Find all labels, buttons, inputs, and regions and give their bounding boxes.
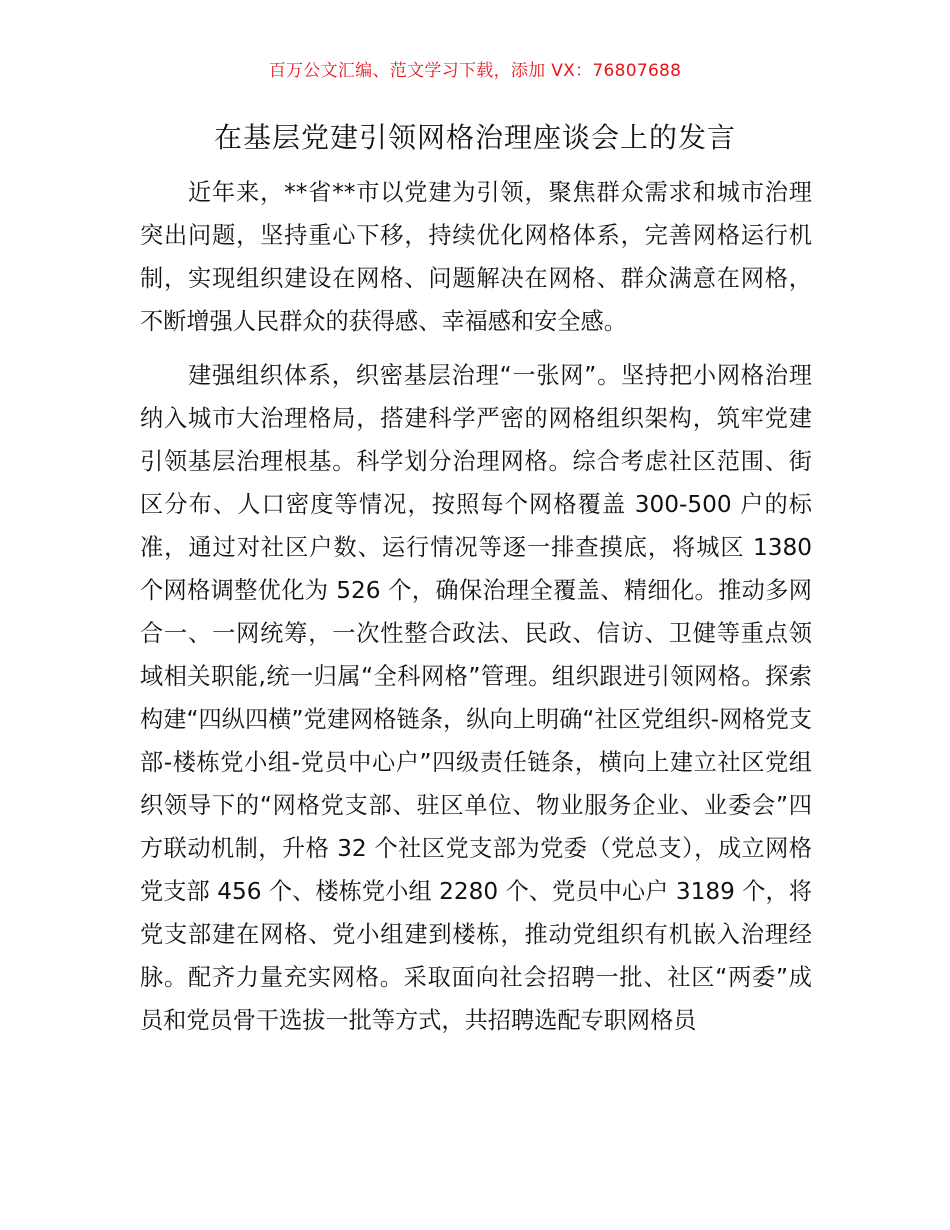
document-body [140,171,812,1053]
paragraph-organization-system: 建强组织体系，织密基层治理“一张网”。坚持把小网格治理纳入城市大治理格局，搭建科学严密的网格组织架构，筑牢党建引领基层治理根基。科学划分治理网格。综合考虑社区范围、街区分布、人口密度等情况，按照每个网格覆盖 300-500 户的标准，通过对社区户数、运行情况等逐一排查摸底，将城区 1380 个网格调整优化为 526 个，确保治理全覆盖、精细化。推动多网合一、一网统筹，一次性整合政法、民政、信访、卫健等重点领域相关职能,统一归属“全科网格”管理。组织跟进引领网格。探索构建“四纵四横”党建网格链条，纵向上明确“社区党组织-网格党支部-楼栋党小组-党员中心户”四级责任链条，横向上建立社区党组织领导下的“网格党支部、驻区单位、物业服务企业、业委会”四方联动机制，升格 32 个社区党支部为党委（党总支），成立网格党支部 456 个、楼栋党小组 2280 个、党员中心户 3189 个，将党支部建在网格、党小组建到楼栋，推动党组织有机嵌入治理经脉。配齐力量充实网格。采取面向社会招聘一批、社区“两委”成员和党员骨干选拔一批等方式，共招聘选配专职网格员 [140,362,812,1034]
paragraph-intro: 近年来，**省**市以党建为引领，聚焦群众需求和城市治理突出问题，坚持重心下移，持续优化网格体系，完善网格运行机制，实现组织建设在网格、问题解决在网格、群众满意在网格，不断增强人民群众的获得感、幸福感和安全感。 [140,179,812,335]
watermark-header: 百万公文汇编、范文学习下载，添加 VX：76807688 [268,61,682,81]
document-title: 在基层党建引领网格治理座谈会上的发言 [213,121,736,154]
